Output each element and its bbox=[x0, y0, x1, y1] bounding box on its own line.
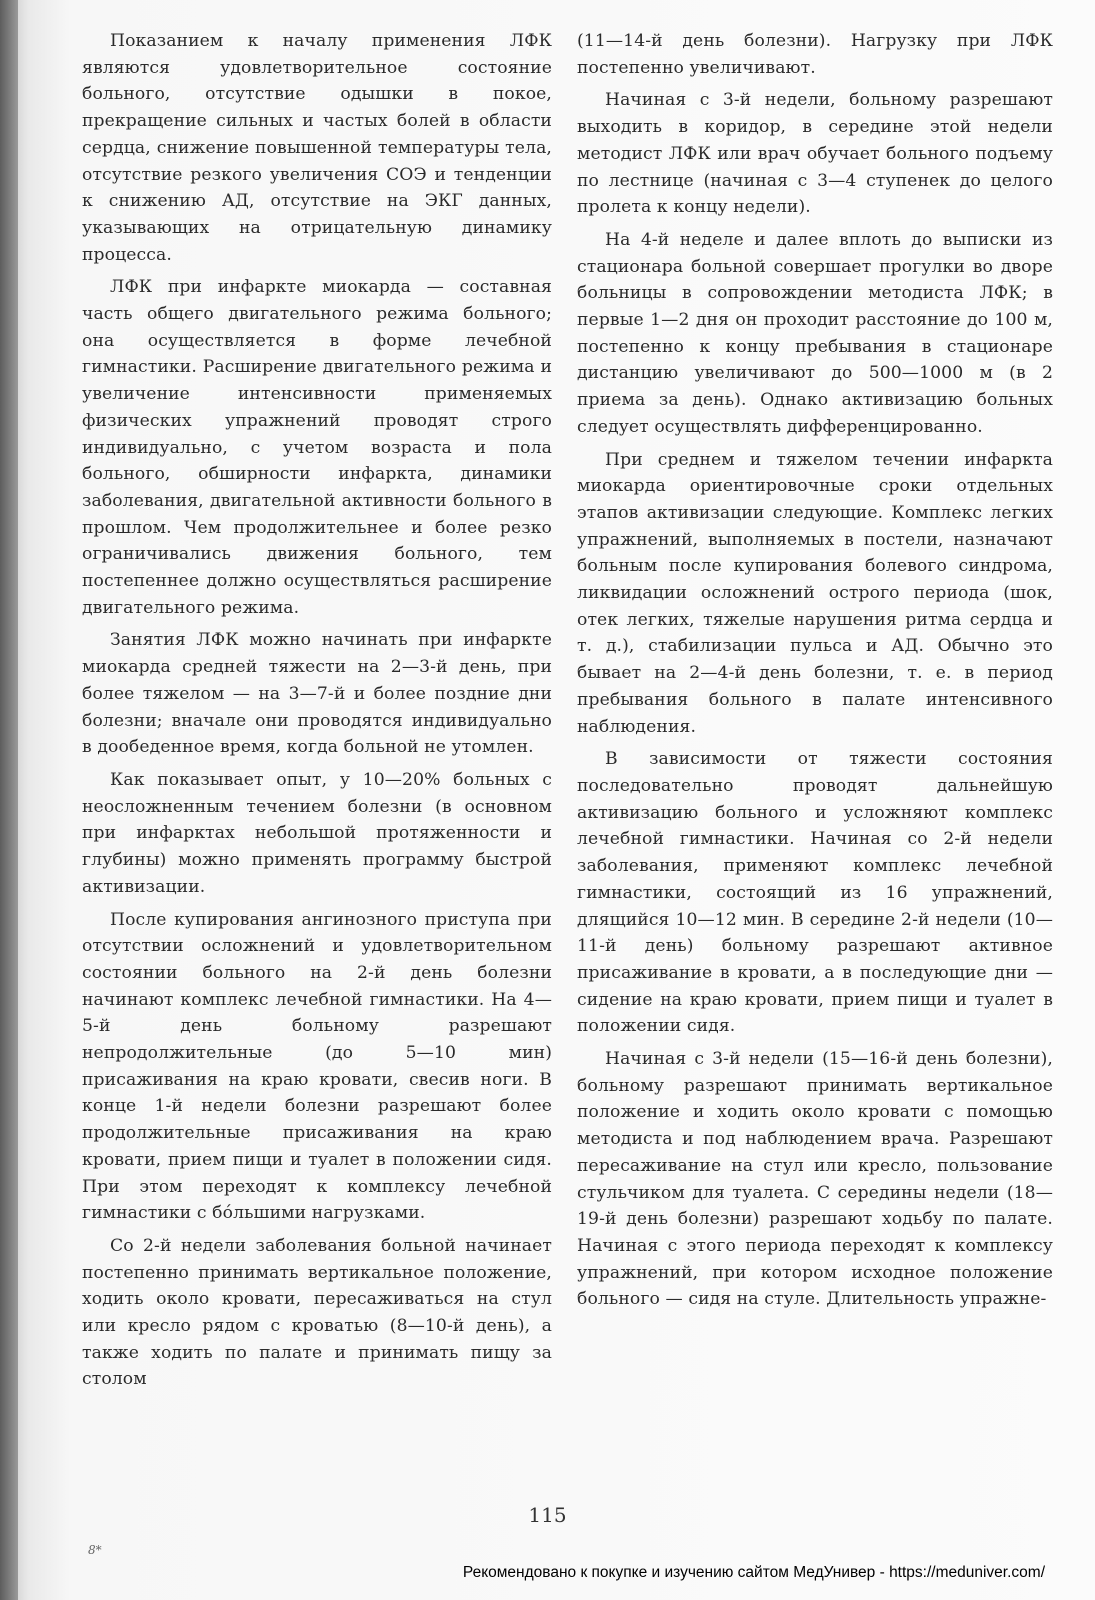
paragraph: Со 2-й недели заболевания больной начинает постепенно принимать вертикальное положение, ходить около кровати, пересаживаться на стул или кресло рядом с кроватью (8—10-й день), а также ходить по палате и принимать пищу за столом bbox=[82, 1235, 552, 1390]
right-text-column bbox=[577, 28, 1053, 1319]
footer-watermark-link[interactable]: Рекомендовано к покупке и изучению сайтом МедУнивер - https://meduniver.com/ bbox=[462, 1564, 1045, 1581]
print-signature-mark: 8* bbox=[88, 1543, 102, 1557]
paragraph: Начиная с 3-й недели (15—16-й день болезни), больному разрешают принимать вертикальное положение и ходить около кровати с помощью методиста и под наблюдением врача. Разрешают пересаживание на стул или кресло, пользование стульчиком для туалета. С середины недели (18—19-й день болезни) разрешают ходьбу по палате. Начиная с этого периода переходят к комплексу упражнений, при котором исходное положение больного — сидя на стуле. Длительность упражне- bbox=[577, 1049, 1053, 1310]
page-number: 115 bbox=[528, 1503, 567, 1527]
left-text-column bbox=[82, 28, 552, 1399]
paragraph: После купирования ангинозного приступа при отсутствии осложнений и удовлетворительном состоянии больного на 2-й день болезни начинают комплекс лечебной гимнастики. На 4—5-й день больному разрешают непродолжительные (до 5—10 мин) присаживания на краю кровати, свесив ноги. В конце 1-й недели болезни разрешают более продолжительные присаживания на краю кровати, прием пищи и туалет в положении сидя. При этом переходят к комплексу лечебной гимнастики с бóльшими нагрузками. bbox=[82, 909, 552, 1224]
paragraph: ЛФК при инфаркте миокарда — составная часть общего двигательного режима больного; она осуществляется в форме лечебной гимнастики. Расширение двигательного режима и увеличение интенсивности применяемых физических упражнений проводят строго индивидуально, с учетом возраста и пола больного, обширности инфаркта, динамики заболевания, двигательной активности больного в прошлом. Чем продолжительнее и более резко ограничивались движения больного, тем постепеннее должно осуществляться расширение двигательного режима. bbox=[82, 277, 552, 618]
paragraph: Занятия ЛФК можно начинать при инфаркте миокарда средней тяжести на 2—3-й день, при более тяжелом — на 3—7-й и более поздние дни болезни; вначале они проводятся индивидуально в дообеденное время, когда больной не утомлен. bbox=[82, 630, 552, 758]
book-spine-shadow bbox=[0, 0, 18, 1600]
paragraph: На 4-й неделе и далее вплоть до выписки из стационара больной совершает прогулки во дворе больницы в сопровождении методиста ЛФК; в первые 1—2 дня он проходит расстояние до 100 м, постепенно к концу пребывания в стационаре дистанцию увеличивают до 500—1000 м (в 2 приема за день). Однако активизацию больных следует осуществлять дифференцированно. bbox=[577, 229, 1053, 437]
paragraph: Показанием к началу применения ЛФК являются удовлетворительное состояние больного, отсутствие одышки в покое, прекращение сильных и частых болей в области сердца, снижение повышенной температуры тела, отсутствие резкого увеличения СОЭ и тенденции к снижению АД, отсутствие на ЭКГ данных, указывающих на отрицательную динамику процесса. bbox=[82, 31, 552, 265]
paragraph: При среднем и тяжелом течении инфаркта миокарда ориентировочные сроки отдельных этапов активизации следующие. Комплекс легких упражнений, выполняемых в постели, назначают больным после купирования болевого синдрома, ликвидации осложнений острого периода (шок, отек легких, тяжелые нарушения ритма сердца и т. д.), стабилизации пульса и АД. Обычно это бывает на 2—4-й день болезни, т. е. в период пребывания больного в палате интенсивного наблюдения. bbox=[577, 449, 1053, 737]
paragraph: Как показывает опыт, у 10—20% больных с неосложненным течением болезни (в основном при инфарктах небольшой протяженности и глубины) можно применять программу быстрой активизации. bbox=[82, 769, 552, 897]
paragraph: В зависимости от тяжести состояния последовательно проводят дальнейшую активизацию больного и усложняют комплекс лечебной гимнастики. Начиная со 2-й недели заболевания, применяют комплекс лечебной гимнастики, состоящий из 16 упражнений, длящийся 10—12 мин. В середине 2-й недели (10—11-й день) больному разрешают активное присаживание в кровати, а в последующие дни — сидение на краю кровати, прием пищи и туалет в положении сидя. bbox=[577, 749, 1053, 1037]
paragraph-continuation: (11—14-й день болезни). Нагрузку при ЛФК постепенно увеличивают. bbox=[577, 31, 1053, 78]
paragraph: Начиная с 3-й недели, больному разрешают выходить в коридор, в середине этой недели методист ЛФК или врач обучает больного подъему по лестнице (начиная с 3—4 ступенек до целого пролета к концу недели). bbox=[577, 90, 1053, 218]
